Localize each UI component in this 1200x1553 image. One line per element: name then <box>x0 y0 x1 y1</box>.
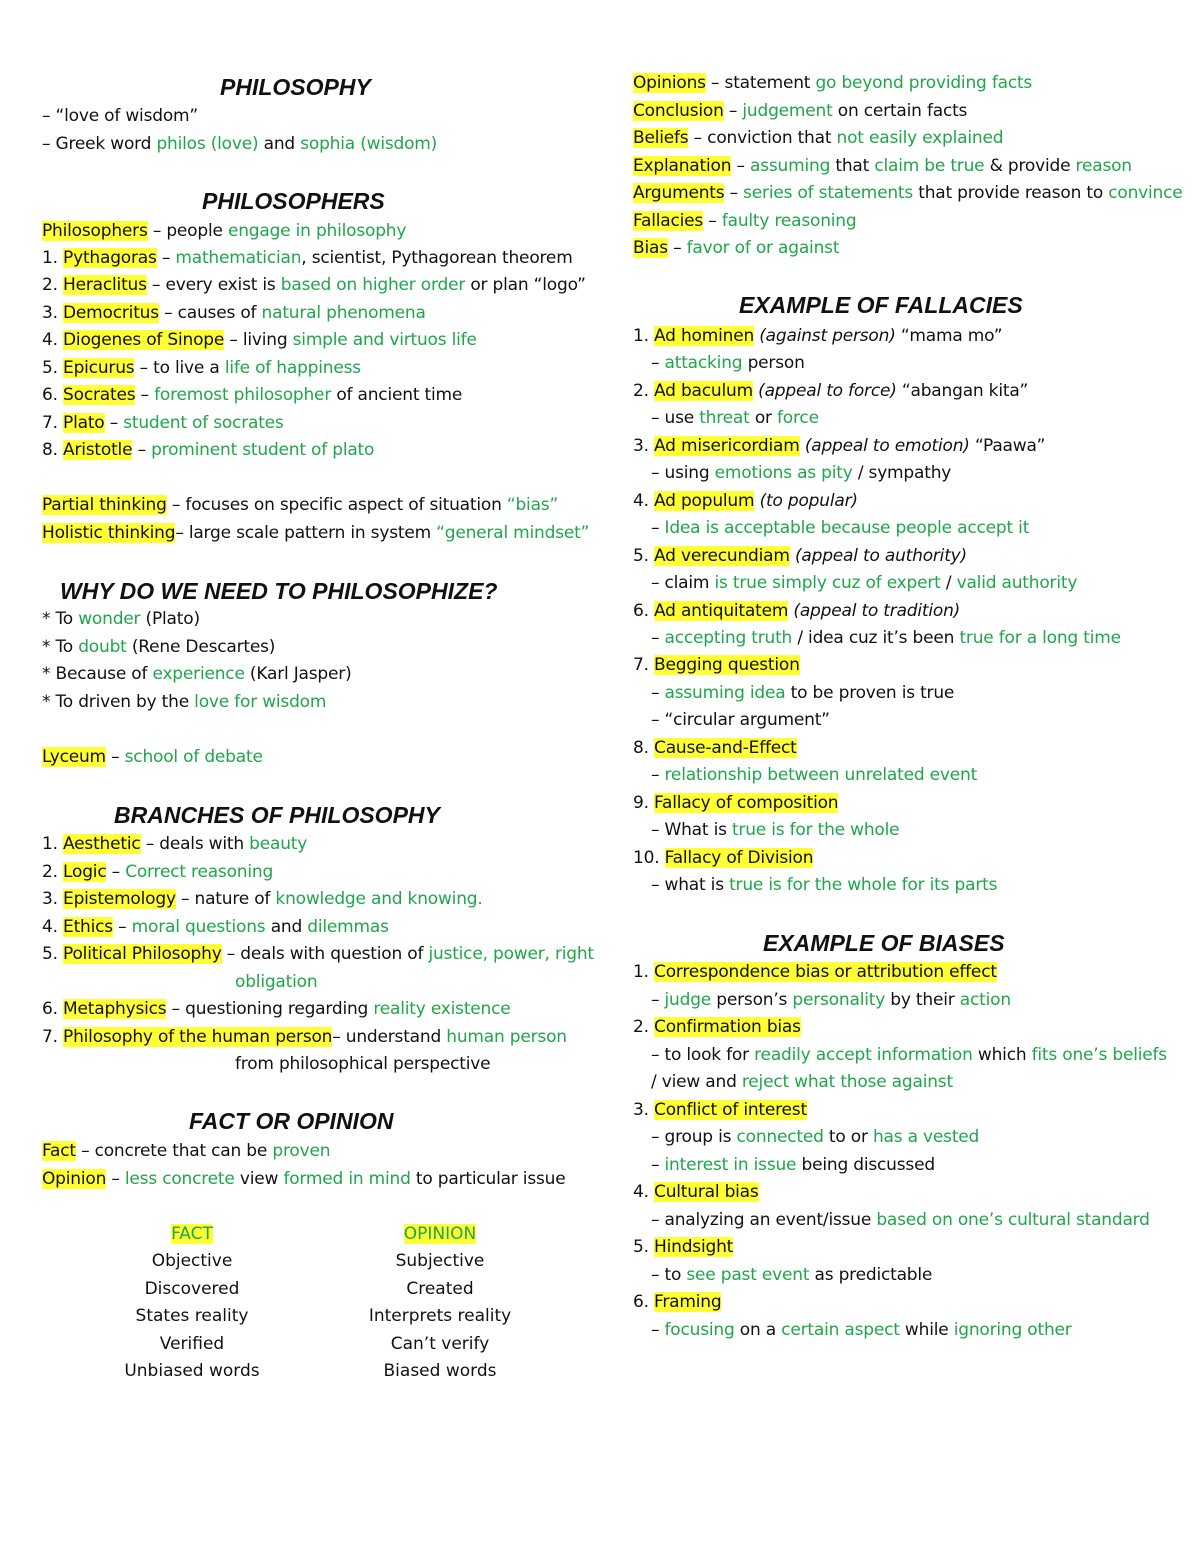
bias-detail: – focusing on a certain aspect while ignoring other <box>651 1320 1072 1340</box>
opinion-item: Interprets reality <box>368 1306 512 1327</box>
fact-definition: Fact – concrete that can be proven <box>42 1141 331 1161</box>
branches-heading: BRANCHES OF PHILOSOPHY <box>114 802 440 828</box>
bias-detail: – analyzing an event/issue based on one’s cultural standard <box>651 1210 1150 1230</box>
why-item: * To wonder (Plato) <box>42 609 200 629</box>
why-philosophize-heading: WHY DO WE NEED TO PHILOSOPHIZE? <box>60 578 498 604</box>
fallacy-item: 3. Ad misericordiam (appeal to emotion) “Paawa” <box>633 436 1046 456</box>
bias-item: 4. Cultural bias <box>633 1182 759 1202</box>
fallacy-detail: – What is true is for the whole <box>651 820 900 840</box>
fact-item: Verified <box>159 1333 225 1354</box>
fact-item: States reality <box>135 1306 249 1327</box>
branch-item-continuation: obligation <box>235 972 318 992</box>
philosophers-definition: Philosophers – people engage in philosophy <box>42 221 407 241</box>
opinion-column <box>350 1221 530 1385</box>
fallacy-detail: – assuming idea to be proven is true <box>651 683 955 703</box>
term-definition: Opinions – statement go beyond providing facts <box>633 73 1033 93</box>
term-definition: Fallacies – faulty reasoning <box>633 211 857 231</box>
fallacy-detail: – attacking person <box>651 353 805 373</box>
branch-item: 1. Aesthetic – deals with beauty <box>42 834 308 854</box>
fact-item: Unbiased words <box>124 1361 260 1382</box>
why-item: * To driven by the love for wisdom <box>42 692 327 712</box>
branch-item: 7. Philosophy of the human person– understand human person <box>42 1027 567 1047</box>
fallacy-item: 9. Fallacy of composition <box>633 793 839 813</box>
why-item: * Because of experience (Karl Jasper) <box>42 664 352 684</box>
partial-thinking-line: Partial thinking – focuses on specific aspect of situation “bias” <box>42 495 559 515</box>
philosopher-item: 3. Democritus – causes of natural phenomena <box>42 303 426 323</box>
fallacy-item: 4. Ad populum (to popular) <box>633 491 858 511</box>
fallacy-detail: – accepting truth / idea cuz it’s been true for a long time <box>651 628 1121 648</box>
term-definition: Bias – favor of or against <box>633 238 840 258</box>
fact-opinion-heading: FACT OR OPINION <box>189 1108 394 1134</box>
fallacy-detail: – what is true is for the whole for its parts <box>651 875 998 895</box>
term-definition: Explanation – assuming that claim be true & provide reason <box>633 156 1132 176</box>
fallacy-item: 8. Cause-and-Effect <box>633 738 797 758</box>
fallacy-detail: – relationship between unrelated event <box>651 765 978 785</box>
philosopher-item: 2. Heraclitus – every exist is based on higher order or plan “logo” <box>42 275 586 295</box>
fact-item: Discovered <box>144 1278 240 1299</box>
fact-item: Objective <box>151 1251 233 1272</box>
opinion-definition: Opinion – less concrete view formed in mind to particular issue <box>42 1169 566 1189</box>
fallacy-detail: – claim is true simply cuz of expert / valid authority <box>651 573 1078 593</box>
bias-detail: – to look for readily accept information which fits one’s beliefs <box>651 1045 1167 1065</box>
philosopher-item: 8. Aristotle – prominent student of plato <box>42 440 375 460</box>
philosopher-item: 7. Plato – student of socrates <box>42 413 284 433</box>
bias-detail: – interest in issue being discussed <box>651 1155 935 1175</box>
branch-item: 2. Logic – Correct reasoning <box>42 862 274 882</box>
philosophy-line-2: – Greek word philos (love) and sophia (wisdom) <box>42 134 438 154</box>
philosopher-item: 4. Diogenes of Sinope – living simple and virtuos life <box>42 330 477 350</box>
bias-detail: / view and reject what those against <box>651 1072 953 1092</box>
bias-detail: – to see past event as predictable <box>651 1265 933 1285</box>
branch-item: 5. Political Philosophy – deals with question of justice, power, right <box>42 944 594 964</box>
bias-item: 5. Hindsight <box>633 1237 734 1257</box>
philosophy-heading: PHILOSOPHY <box>220 74 371 100</box>
fallacies-heading: EXAMPLE OF FALLACIES <box>739 292 1023 318</box>
philosophy-line-1: – “love of wisdom” <box>42 106 198 126</box>
branch-item-continuation: from philosophical perspective <box>235 1054 491 1074</box>
bias-item: 6. Framing <box>633 1292 722 1312</box>
fallacy-item: 5. Ad verecundiam (appeal to authority) <box>633 546 967 566</box>
fallacy-detail: – Idea is acceptable because people accept it <box>651 518 1030 538</box>
philosopher-item: 1. Pythagoras – mathematician, scientist, Pythagorean theorem <box>42 248 573 268</box>
opinion-item: Created <box>406 1278 474 1299</box>
branch-item: 4. Ethics – moral questions and dilemmas <box>42 917 389 937</box>
fallacy-item: 6. Ad antiquitatem (appeal to tradition) <box>633 601 961 621</box>
opinion-column-header: OPINION <box>403 1224 477 1244</box>
why-item: * To doubt (Rene Descartes) <box>42 637 276 657</box>
fallacy-detail: – “circular argument” <box>651 710 830 730</box>
fact-column-header: FACT <box>171 1224 213 1244</box>
fallacy-detail: – use threat or force <box>651 408 819 428</box>
fallacy-detail: – using emotions as pity / sympathy <box>651 463 952 483</box>
bias-item: 2. Confirmation bias <box>633 1017 801 1037</box>
fallacy-item: 1. Ad hominen (against person) “mama mo” <box>633 326 1003 346</box>
lyceum-line: Lyceum – school of debate <box>42 747 263 767</box>
term-definition: Arguments – series of statements that provide reason to convince <box>633 183 1183 203</box>
branch-item: 6. Metaphysics – questioning regarding reality existence <box>42 999 511 1019</box>
holistic-thinking-line: Holistic thinking– large scale pattern in system “general mindset” <box>42 523 590 543</box>
philosophers-heading: PHILOSOPHERS <box>202 188 385 214</box>
philosopher-item: 5. Epicurus – to live a life of happiness <box>42 358 361 378</box>
fallacy-item: 10. Fallacy of Division <box>633 848 814 868</box>
bias-detail: – judge person’s personality by their action <box>651 990 1011 1010</box>
fallacy-item: 2. Ad baculum (appeal to force) “abangan kita” <box>633 381 1029 401</box>
philosopher-item: 6. Socrates – foremost philosopher of ancient time <box>42 385 463 405</box>
bias-detail: – group is connected to or has a vested <box>651 1127 980 1147</box>
branch-item: 3. Epistemology – nature of knowledge and knowing. <box>42 889 483 909</box>
term-definition: Beliefs – conviction that not easily explained <box>633 128 1004 148</box>
fact-column <box>102 1221 282 1385</box>
fallacy-item: 7. Begging question <box>633 655 800 675</box>
bias-item: 1. Correspondence bias or attribution effect <box>633 962 997 982</box>
term-definition: Conclusion – judgement on certain facts <box>633 101 968 121</box>
opinion-item: Subjective <box>395 1251 485 1272</box>
opinion-item: Biased words <box>383 1361 497 1382</box>
opinion-item: Can’t verify <box>390 1333 490 1354</box>
biases-heading: EXAMPLE OF BIASES <box>763 930 1005 956</box>
bias-item: 3. Conflict of interest <box>633 1100 807 1120</box>
